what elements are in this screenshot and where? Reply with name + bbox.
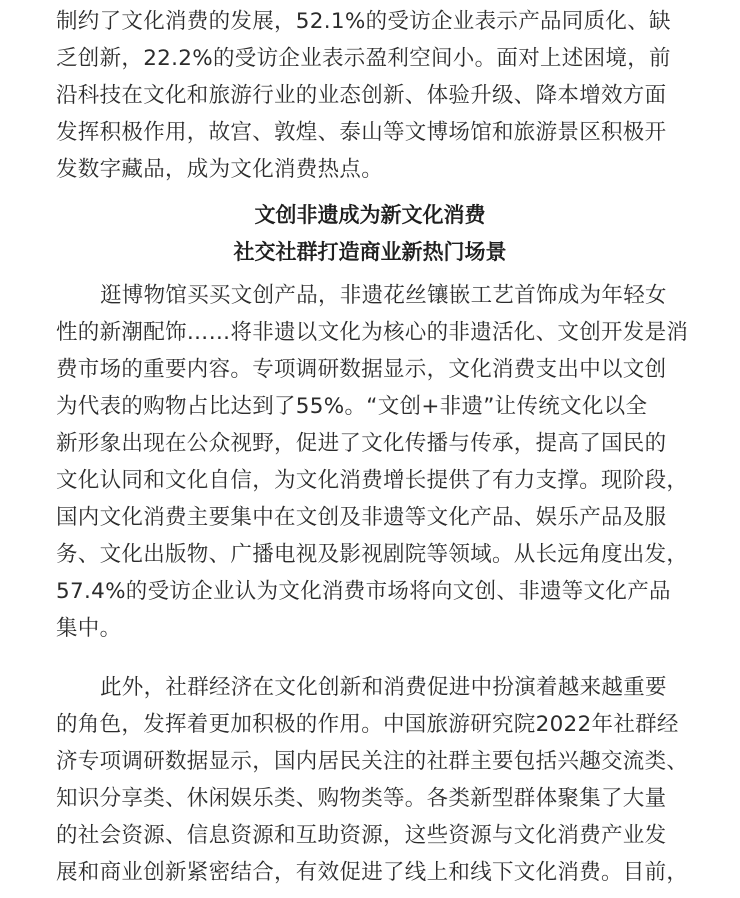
paragraph-2-line: 逛博物馆买买文创产品，非遗花丝镶嵌工艺首饰成为年轻女 — [100, 283, 667, 308]
paragraph-2-line: 务、文化出版物、广播电视及影视剧院等领域。从长远角度出发， — [56, 542, 689, 567]
section-heading-2: 社交社群打造商业新热门场景 — [233, 240, 507, 264]
paragraph-3-line: 知识分享类、休闲娱乐类、购物类等。各类新型群体聚集了大量 — [56, 786, 667, 811]
paragraph-top-line: 沿科技在文化和旅游行业的业态创新、体验升级、降本增效方面 — [56, 83, 667, 108]
paragraph-2-line: 国内文化消费主要集中在文创及非遗等文化产品、娱乐产品及服 — [56, 505, 667, 530]
paragraph-3-line: 的社会资源、信息资源和互助资源，这些资源与文化消费产业发 — [56, 823, 667, 848]
paragraph-2-line: 性的新潮配饰……将非遗以文化为核心的非遗活化、文创开发是消 — [56, 320, 689, 345]
paragraph-top-line: 发挥积极作用，故宫、敦煌、泰山等文博场馆和旅游景区积极开 — [56, 120, 667, 145]
paragraph-top-line: 制约了文化消费的发展，52.1%的受访企业表示产品同质化、缺 — [56, 9, 671, 34]
paragraph-top-line: 乏创新，22.2%的受访企业表示盈利空间小。面对上述困境，前 — [56, 46, 671, 71]
paragraph-2-line: 文化认同和文化自信，为文化消费增长提供了有力支撑。现阶段， — [56, 468, 689, 493]
paragraph-3-line: 的角色，发挥着更加积极的作用。中国旅游研究院2022年社群经 — [56, 712, 679, 737]
section-heading-1: 文创非遗成为新文化消费 — [254, 203, 486, 227]
paragraph-2-line: 费市场的重要内容。专项调研数据显示，文化消费支出中以文创 — [56, 357, 667, 382]
paragraph-3-line: 此外，社群经济在文化创新和消费促进中扮演着越来越重要 — [100, 675, 667, 700]
paragraph-2-line: 集中。 — [56, 616, 122, 641]
paragraph-3-line: 展和商业创新紧密结合，有效促进了线上和线下文化消费。目前， — [56, 860, 689, 885]
paragraph-3-line: 济专项调研数据显示，国内居民关注的社群主要包括兴趣交流类、 — [56, 749, 689, 774]
paragraph-2-line: 为代表的购物占比达到了55%。“文创+非遗”让传统文化以全 — [56, 394, 648, 419]
paragraph-top-line: 发数字藏品，成为文化消费热点。 — [56, 157, 384, 182]
paragraph-2-line: 新形象出现在公众视野，促进了文化传播与传承，提高了国民的 — [56, 431, 667, 456]
paragraph-2-line: 57.4%的受访企业认为文化消费市场将向文创、非遗等文化产品 — [56, 579, 671, 604]
